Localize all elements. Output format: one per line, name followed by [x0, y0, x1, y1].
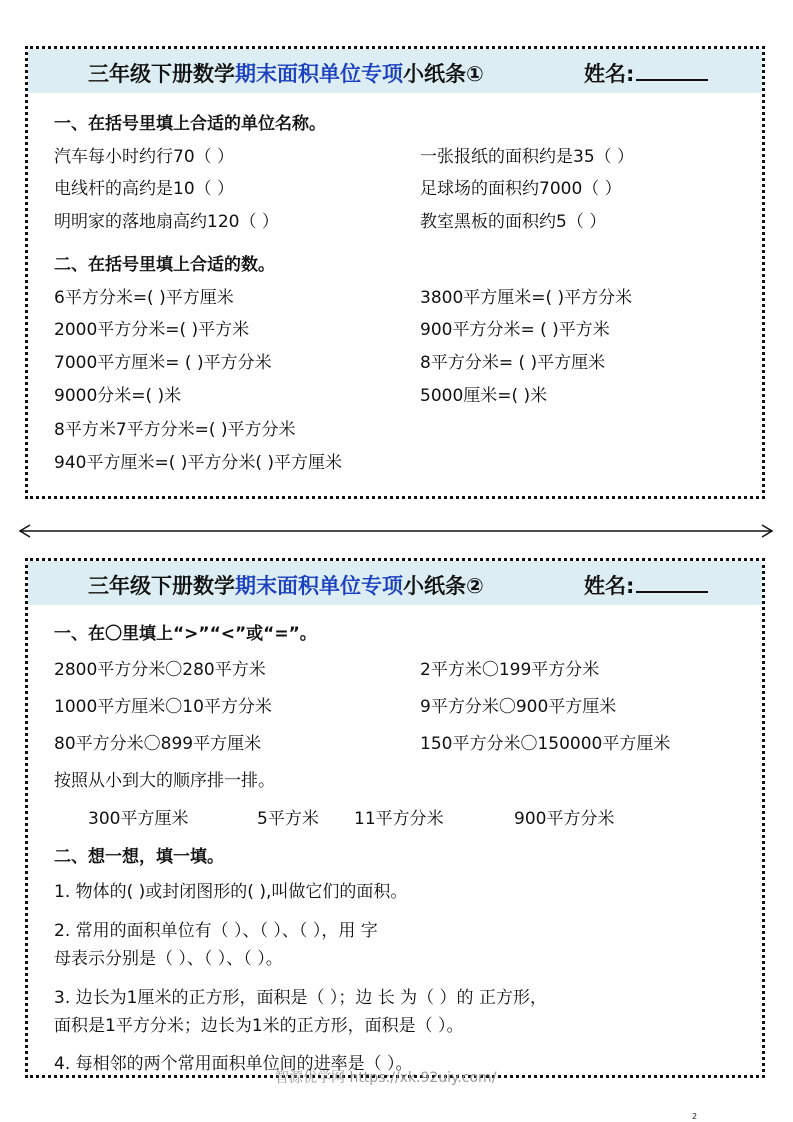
card-title	[88, 570, 484, 600]
footer-watermark: 智源优学网 https://xk.92uiy.com/	[275, 1070, 497, 1086]
card-header	[28, 49, 762, 93]
name-label: 姓名:	[584, 574, 635, 598]
question-item: 940平方厘米=( )平方分米( )平方厘米	[54, 453, 343, 473]
title-highlight: 期末面积单位专项	[235, 574, 403, 598]
compare-item: 150平方分米〇150000平方厘米	[420, 734, 671, 754]
question-item: 1. 物体的( )或封闭图形的( ),叫做它们的面积。	[54, 882, 408, 902]
title-prefix: 三年级下册数学	[88, 62, 235, 86]
question-item: 9000分米=( )米	[54, 386, 182, 406]
card-header	[28, 561, 762, 605]
question-item: 5000厘米=( )米	[420, 386, 548, 406]
compare-item: 1000平方厘米〇10平方分米	[54, 697, 272, 717]
title-suffix: 小纸条①	[403, 62, 484, 86]
question-item: 母表示分别是（ ）、（ ）、（ ）。	[54, 949, 283, 969]
worksheet-card-1	[25, 46, 765, 499]
compare-item: 2800平方分米〇280平方米	[54, 660, 266, 680]
compare-item: 80平方分米〇899平方厘米	[54, 734, 262, 754]
order-item: 5平方米	[257, 809, 319, 829]
question-item: 6平方分米=( )平方厘米	[54, 288, 234, 308]
title-highlight: 期末面积单位专项	[235, 62, 403, 86]
question-item: 足球场的面积约7000（ ）	[420, 179, 622, 199]
name-blank[interactable]	[636, 573, 708, 593]
question-item: 900平方分米= ( )平方米	[420, 320, 610, 340]
order-item: 300平方厘米	[88, 809, 189, 829]
question-item: 3800平方厘米=( )平方分米	[420, 288, 633, 308]
question-item: 2. 常用的面积单位有（ ）、（ ）、（ ），用 字	[54, 921, 378, 941]
worksheet-card-2	[25, 558, 765, 1078]
question-item: 一张报纸的面积约是35（ ）	[420, 147, 635, 167]
compare-item: 9平方分米〇900平方厘米	[420, 697, 617, 717]
page-number: 2	[692, 1112, 698, 1121]
question-item: 4. 每相邻的两个常用面积单位间的进率是（ ）。	[54, 1054, 413, 1074]
section-heading: 二、想一想，填一填。	[54, 847, 224, 867]
question-item: 明明家的落地扇高约120（ ）	[54, 212, 279, 232]
name-field[interactable]	[584, 570, 708, 600]
question-item: 8平方米7平方分米=( )平方分米	[54, 420, 296, 440]
question-item: 面积是1平方分米；边长为1米的正方形，面积是（ ）。	[54, 1016, 464, 1036]
section-heading: 二、在括号里填上合适的数。	[54, 255, 275, 275]
question-item: 汽车每小时约行70（ ）	[54, 147, 235, 167]
name-field[interactable]	[584, 58, 708, 88]
compare-item: 2平方米〇199平方分米	[420, 660, 600, 680]
cut-line-double-arrow-icon	[18, 524, 774, 538]
question-item: 教室黑板的面积约5（ ）	[420, 212, 607, 232]
title-suffix: 小纸条②	[403, 574, 484, 598]
title-prefix: 三年级下册数学	[88, 574, 235, 598]
name-blank[interactable]	[636, 61, 708, 81]
question-item: 电线杆的高约是10（ ）	[54, 179, 235, 199]
order-instruction: 按照从小到大的顺序排一排。	[54, 771, 275, 791]
question-item: 2000平方分米=( )平方米	[54, 320, 250, 340]
order-item: 11平方分米	[354, 809, 444, 829]
name-label: 姓名:	[584, 62, 635, 86]
card-title	[88, 58, 484, 88]
section-heading: 一、在〇里填上“>”“<”或“=”。	[54, 624, 317, 644]
question-item: 7000平方厘米= ( )平方分米	[54, 353, 272, 373]
order-item: 900平方分米	[514, 809, 615, 829]
question-item: 3. 边长为1厘米的正方形，面积是（ ）；边 长 为（ ）的 正方形，	[54, 988, 547, 1008]
section-heading: 一、在括号里填上合适的单位名称。	[54, 114, 326, 134]
question-item: 8平方分米= ( )平方厘米	[420, 353, 606, 373]
